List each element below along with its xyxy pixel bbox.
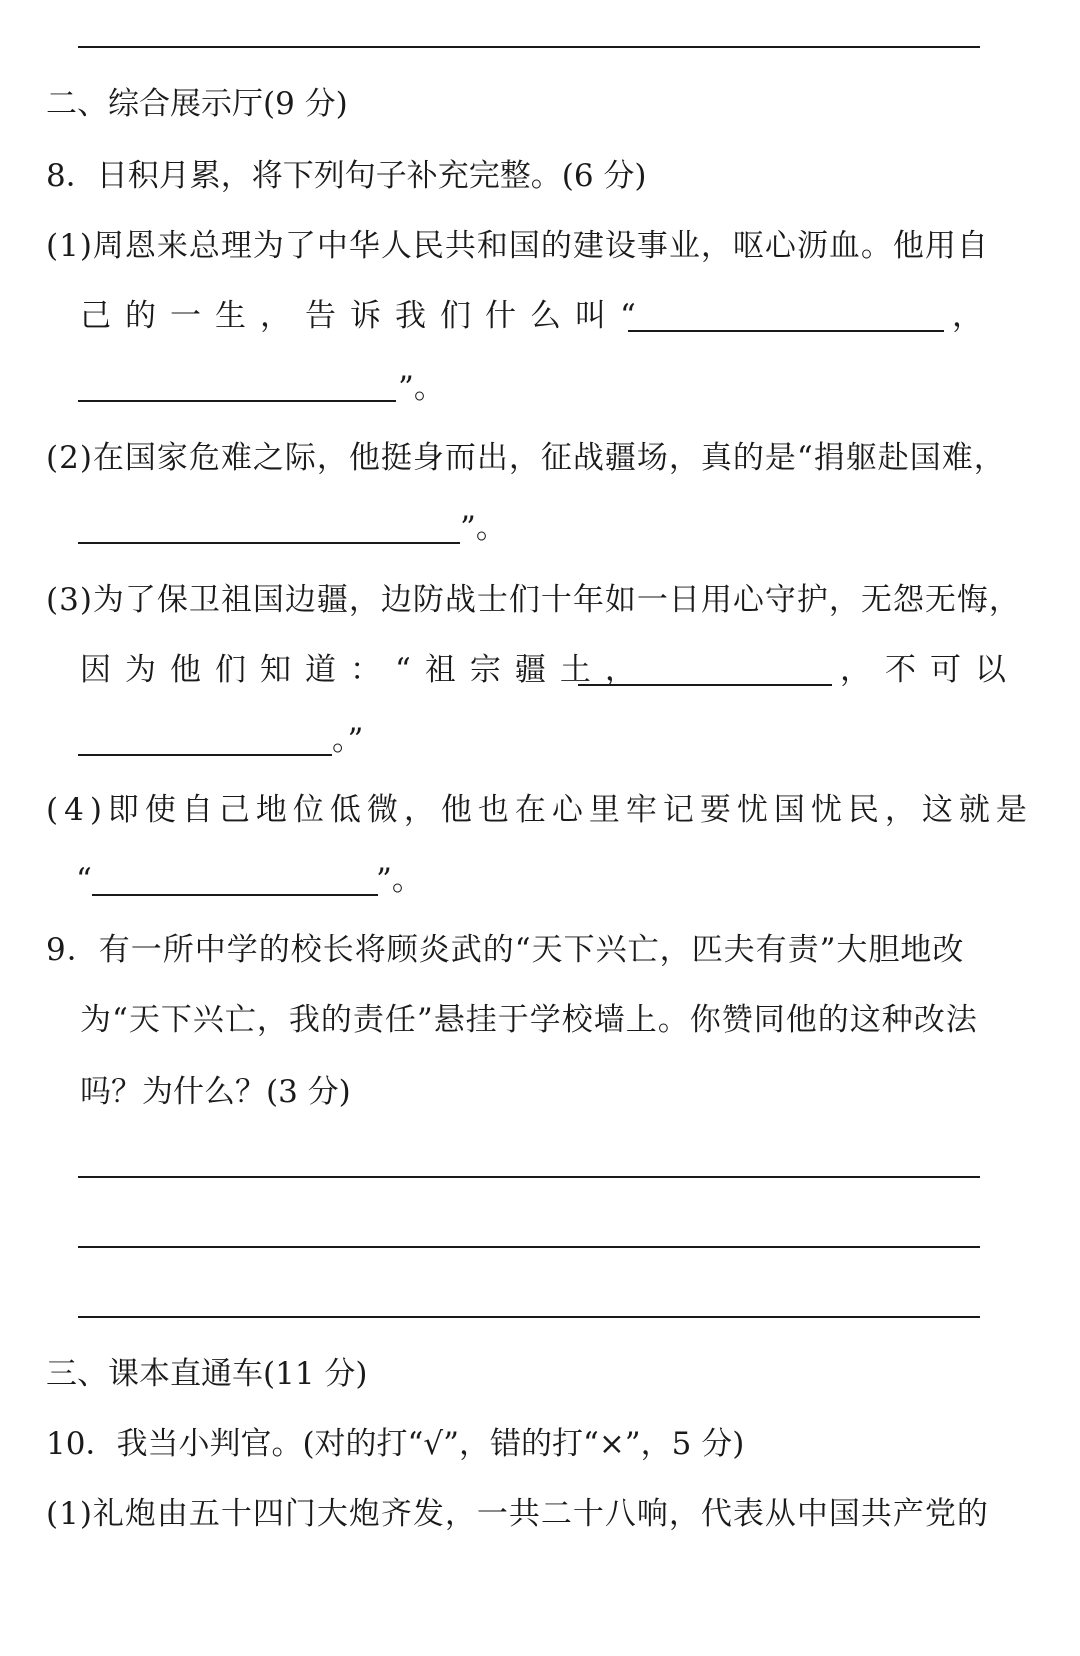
q8-item3-line2-text: 因为他们知道：“祖宗疆土， [80,652,650,688]
section-heading-3: 三、课本直通车(11 分) [46,1356,368,1392]
q8-item1-close: ”。 [398,370,445,406]
q8-item2-line1: (2)在国家危难之际，他挺身而出，征战疆场，真的是“捐躯赴国难， [46,440,1006,476]
question-9-line3: 吗？为什么？(3 分) [80,1074,351,1110]
q8-item3-line2-end: ，不可以 [840,652,1020,688]
question-9-line2: 为“天下兴亡，我的责任”悬挂于学校墙上。你赞同他的这种改法 [80,1002,978,1038]
q8-item2-close: ”。 [460,510,507,546]
q9-answer-line-1[interactable] [78,1176,980,1178]
q8-item2-blank[interactable] [78,542,460,544]
q8-item1-blank-a[interactable] [628,330,944,332]
q8-item1-blank-b[interactable] [78,400,396,402]
question-9-line1: 9．有一所中学的校长将顾炎武的“天下兴亡，匹夫有责”大胆地改 [46,932,965,968]
q9-answer-line-2[interactable] [78,1246,980,1248]
q9-answer-line-3[interactable] [78,1316,980,1318]
q8-item4-line1: (4)即使自己地位低微，他也在心里牢记要忧国忧民，这就是 [46,792,1033,828]
q8-item4-close: ”。 [376,862,423,898]
q8-item4-blank[interactable] [92,894,378,896]
q8-item1-line1: (1)周恩来总理为了中华人民共和国的建设事业，呕心沥血。他用自 [46,228,989,264]
q8-item3-line1: (3)为了保卫祖国边疆，边防战士们十年如一日用心守护，无怨无悔， [46,582,1021,618]
answer-line-top[interactable] [78,46,980,48]
q10-item1-line1: (1)礼炮由五十四门大炮齐发，一共二十八响，代表从中国共产党的 [46,1496,989,1532]
question-10-title: 10．我当小判官。(对的打“√”，错的打“×”，5 分) [46,1426,745,1462]
q8-item1-line2-text: 己的一生，告诉我们什么叫“ [80,298,650,334]
q8-item3-close: 。” [332,722,364,758]
q8-item1-comma: ， [952,298,983,334]
q8-item3-blank-a[interactable] [578,684,832,686]
q8-item3-blank-b[interactable] [78,754,332,756]
section-heading-2: 二、综合展示厅(9 分) [46,86,348,122]
q8-item4-open: “ [76,862,92,898]
question-8-title: 8．日积月累，将下列句子补充完整。(6 分) [46,158,647,194]
